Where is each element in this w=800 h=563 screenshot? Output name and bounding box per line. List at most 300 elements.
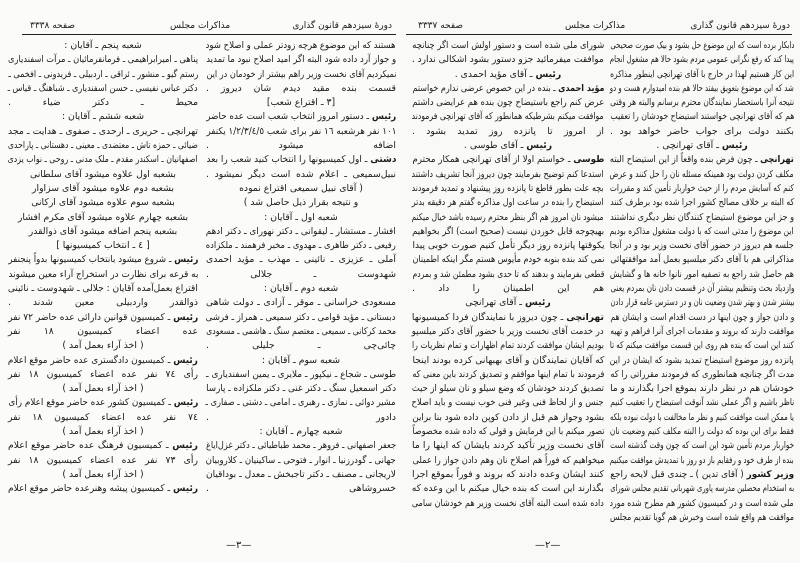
text-line [206,82,396,96]
line-content [610,482,794,496]
line-text: بشعبه سوم علاوه میشود آقای ارکانی [31,197,175,209]
line-content [8,482,198,496]
line-content [610,253,794,267]
line-content [610,411,794,425]
line-text: جنس و از لحاظ فنی وغیر فنی خوب نیست و باید اصلاح [412,397,604,409]
line-text: جهانی ـ گودرزنیا ـ انوار ـ فتوحی ـ ساکینیان ـ کلاروبیان [206,454,396,466]
text-line [610,282,794,296]
text-line [206,411,396,425]
line-content [206,396,396,410]
line-content [412,354,604,368]
text-line [412,125,604,139]
line-content [56,240,150,251]
line-text: تهرانچی ـ حریری ـ ارحدی ـ صفوی ـ هدایت ـ مجد [8,125,198,137]
speaker-name: رئیس [172,440,198,452]
speaker-name: رئیس [526,140,553,152]
text-line [8,325,198,339]
text-heading-line [8,110,198,124]
line-text: آقای نخست وزیر تأکید کردند بایشان که اینها را ما [412,440,604,452]
speaker-name: رئیس [721,140,748,152]
line-text: هستند که این موضوع هرچه زودتر عملی و اصلاح شود [206,40,396,51]
line-content [206,153,396,167]
line-text: قطعی بفرمایند و بدهند که تا حدی بشود مطمئن شد و بمردم [412,268,604,280]
text-heading-line [8,39,198,53]
line-content [260,426,343,437]
line-text: ( آقای نبیل سمیعی اقتراع نموده [239,182,363,194]
line-content [610,82,794,96]
text-line [610,196,794,210]
text-line [206,368,396,382]
line-text: بشعبه چهارم علاوه میشود آقای مکرم افشار [17,211,189,223]
text-line [206,253,396,267]
line-text: و دادن جواز و چون اینها در دست اقدام است و ایشان هم [610,311,794,323]
line-content [412,126,604,137]
line-text: محمد کرکانی ـ سمیعی ـ معتصم سنگ ـ هاشمی ـ مسعودی [206,325,396,337]
line-content [610,354,794,368]
text-line [206,125,396,139]
line-content [206,225,396,239]
line-content [206,68,396,82]
line-content [412,368,604,382]
line-text: فقط برای این بوده که دولت را البته مکلف کنیم وضعیت نان [610,426,794,438]
line-content [8,268,198,282]
line-content [610,168,794,182]
line-text: جلسه هم دیروز در حضور آقای نخست وزیر بود و در آنجا [610,240,794,252]
speaker-line [8,253,198,267]
line-text: شعبه سوم ـ آقایان : [261,354,341,366]
text-heading-line [8,211,198,225]
line-text: بهیچوجه قابل خوردن نیست (صحیح است) اگر بخواهیم [412,225,604,237]
text-heading-line [8,339,198,353]
text-line [610,125,794,139]
line-text: مکلف کردن دولت بود همینکه مسئله نان را حل کنند و عرض [610,168,794,180]
line-content [610,439,794,453]
speaker-name: رئیس [173,254,198,266]
text-line [206,53,396,67]
text-line [610,296,794,310]
line-text: بچه علت بطور قاطع تا پانزده روز پیشنهاد و تمدید فرمودند [412,182,604,194]
line-text: شهدوست ـ جلالی . [206,268,396,280]
line-text: در خدمت آقای نخست وزیر با حضور آقای دکتر میلسپو [412,325,604,337]
line-text: شعبه چهارم ـ آقایان : [259,426,343,438]
text-line [206,382,396,396]
line-text: دبستانی ـ مؤید قوامی ـ دکتر سمیعی ـ همراز ـ فرشی [206,311,396,323]
line-text: تصور میکنم با این فرمایش و قولی که داده شده مخصوصاً [412,426,604,438]
line-text: موافقت میفرمائید جزو دستور بشود اشکالی ندارد . [412,54,604,66]
text-line [8,53,198,67]
line-text: موافقت دارند که بروند و مقدمات اجرای آنرا فراهم و تهیه [610,325,794,337]
text-heading-line [8,468,198,482]
line-content [610,396,794,410]
speaker-line [206,110,396,124]
line-content [206,468,396,482]
line-text: ـ بنده در این خصوص عرضی ندارم خواستم [412,82,558,94]
line-text: ـ شروع میشود بانتخاب کمیسیونها بدواً پنجنفر [8,254,174,266]
line-content [8,396,198,410]
right-page [400,0,800,563]
line-text: موافقت هم واقع شده است وخبرش هم گویا تقدیم مجلس [610,511,794,523]
line-content [610,511,794,525]
line-content [8,297,198,308]
line-text: وازدیاد بحث وتنظیم بیشتر آن در قسمت دادن نان بمردم یعنی [610,283,794,295]
text-line [610,382,794,396]
text-line [412,253,604,267]
line-content [610,196,794,210]
line-content [244,197,358,208]
line-content [206,239,396,253]
line-text: بکنند دولت برای جواب حاضر خواهد بود . [610,125,794,137]
text-heading-line [8,425,198,439]
text-line [206,268,396,282]
line-content [62,111,144,122]
line-text: شعبه پنجم ـ آقایان : [64,40,142,51]
speaker-name: تهرانچی [566,311,604,323]
line-text: ـ آقای طوسی . [463,140,527,152]
line-content [206,439,396,453]
line-content [62,426,143,437]
text-heading-line [8,382,198,396]
text-line [610,325,794,339]
text-line [8,282,198,296]
line-content [8,53,198,67]
text-heading-line [206,196,396,210]
speaker-line [206,153,396,167]
line-text: دابکار برده است که این موضوع حل بشود و بیک صورت صحیحی [610,40,794,51]
line-content [464,140,552,151]
page-folio: —٢— [535,540,561,551]
text-line [8,368,198,382]
line-text: ـ چون دیروز با نمایندگان فردا کمیسیونها [412,311,567,323]
line-text: مذاکراتی هم با آقای دکتر میلسپو بعمل آمد موافقتهائی [610,254,794,266]
line-content [656,140,747,151]
line-text: نبیل‌سمیعی ـ اعلام شده است دیگر نمیشود . [206,168,396,180]
header-title: مذاکرات مجلس [565,21,626,31]
text-line [8,153,198,167]
line-text: بشعبه پنجم اضافه میشود آقای ذوالقدر [28,225,178,237]
line-content [206,140,396,151]
line-text: ـ خواستم اولا از آقای تهرانچی همکار محترم [412,154,573,166]
line-content [8,82,198,96]
line-text: میشود نان امروز هم اگر بنظر محترم رسیده باشد خیال میکنم [412,211,604,223]
line-text: هم که آقای تهرانچی خواستند استیضاح خودشان را تعقیب [610,111,794,123]
line-text: به قرعه برای نظارت در استخراج آراء معین میشوند [8,268,198,280]
line-content [8,326,198,337]
speaker-line [8,354,198,368]
speaker-line [8,396,198,410]
line-text: شد که این موضوع بتعویق بیفتد حالا هم بنده امیدوارم هست و دو [610,82,794,94]
line-content [239,183,363,194]
line-content [64,40,141,51]
line-content [610,282,794,296]
line-text: رأی ٧٤ نفر عده اعضاء کمیسیون ١٨ نفر [8,368,198,380]
line-text: بگذارند این است که بنده خیال میکنم با این وعده که [412,483,604,495]
line-content [206,311,396,325]
line-text: شورای ملی شده است و دستور اولش است اگر چنانچه [412,40,604,51]
line-content [610,39,794,53]
line-content [8,126,198,137]
line-text: کنم که آسایش مردم را از حیث خواربار تأمین کند و مقررات [610,182,794,194]
speaker-line [412,139,604,153]
line-text: پناهی ـ امیرابراهیمی ـ فرمانفرمائیان ـ مرآت اسفندیاری [8,54,198,66]
line-content [610,296,794,310]
line-text: که البته بر خلاف مصالح کشور اجرا شده بود برطرف کنند [610,197,794,209]
speaker-name: مؤید احمدی [557,82,604,94]
line-text: نتیجه آنرا باستحضار نمایندگان محترم برسانم والبته هر وقتی [610,97,794,109]
line-text: [٣ ـ اقتراع شعب] [266,97,336,109]
line-text: ( آقای تدین ) ـ چندی قبل لایحه راجع [610,468,747,480]
text-heading-line [206,425,396,439]
line-content [8,68,198,82]
line-content [267,97,335,108]
line-text: ملی شده است و در کمیسیون کشور هم مطرح شده مورد [610,497,794,509]
line-content [8,282,198,296]
text-line [206,139,396,153]
speaker-name: رئیس [173,483,198,495]
text-line [206,454,396,468]
line-content [206,53,396,67]
line-text: بشعبه دوم علاوه میشود آقای سزاوار [32,182,174,194]
line-text: این موضوع را مدتی است که با دولت مشغول مذاکره بودیم [610,225,794,237]
line-text: ـ کمیسیون فرهنگ عده حاضر موقع اعلام [8,440,173,452]
line-text: ناظر باشیم و اگر عملی نشد آنوقت استیضاح را تعقیب کنیم [610,397,794,409]
line-text: و جواز آرد داده شود البته اگر امید اصلاح نبود ما تمدید [206,54,396,66]
column-right [206,39,396,497]
line-text: فرمودند با تمام اینها موافقم و تصدیق کردند باین معنی که [412,368,604,380]
line-text: موافقت میکنم بشرطیکه همانطور که آقای تهرانچی فرمودند [412,111,604,123]
line-text: ـ آقای تهرانچی [465,297,525,309]
text-line [206,325,396,339]
speaker-line [412,153,604,167]
line-text: بودیم ایشان موافقت کردند تمام اظهارات و تمام نظریات را [412,340,604,352]
line-content [610,53,794,67]
text-heading-line [206,282,396,296]
line-text: کنند این است که بنده هم روی این قسمت موافقت میکنم که تا [610,340,794,352]
text-line [412,354,604,368]
text-line [610,182,794,196]
text-heading-line [206,182,396,196]
line-content [62,383,143,394]
text-line [8,82,198,96]
text-line [206,396,396,410]
line-content [206,269,396,280]
line-text: اصفهانیان ـ اسکندر مقدم ـ ملک مدنی ـ روحی ـ نواب یزدی [8,154,198,166]
column-left [8,39,198,497]
line-content [206,368,396,382]
text-line [206,339,396,353]
text-line [610,211,794,225]
line-text: هم این اطمینان را داد . [412,283,604,295]
line-text: ( اخذ آراء بعمل آمد ) [62,340,144,352]
text-line [206,439,396,453]
speaker-line [610,468,794,482]
line-content [18,212,188,223]
line-text: استیضاح را بنده در ساعت اول مذاکره گفتم هر دقیقه بدتر [412,197,604,209]
line-content [8,369,198,380]
text-line [610,439,794,453]
text-line [206,225,396,239]
text-line [610,339,794,353]
line-text: بنده از طرف خود و رفقایم باز دو روز با تمدیدش موافقت میکنیم [610,454,794,466]
line-content [8,153,198,167]
page-folio: —٣— [226,540,252,551]
line-text: ذوالقدر واردبیلی معین شدند . [8,297,198,309]
line-content [610,368,794,382]
line-content [610,497,794,511]
speaker-name: تهرانچی [760,154,794,166]
line-text: مدت اگر چنانچه همانطوری که فرمودند مقرراتی را که [610,368,794,380]
line-text: ـ آقای مؤید احمدی . [454,68,536,80]
line-text: پیدا کند که رفع نگرانی عمومی مردم بشود حالا هم مشغول انجام [610,54,794,66]
speaker-name: رئیس [172,311,198,323]
line-content [610,110,794,124]
text-line [610,511,794,525]
line-content [412,469,604,480]
line-content [262,355,340,366]
line-text: ٧٤ نفر عده اعضاء کمیسیون ١٨ نفر [8,411,198,423]
text-line [206,482,396,496]
line-text: چائی‌چی ـ جلیلی . [206,340,396,352]
line-content [29,226,178,237]
line-text: مسعودی خراسانی ـ موقر ـ آزادی ـ دولت شاهی [206,297,396,309]
line-text: بیشتر شدن و بهتر شدن وضعیت نان و در دسترس عامه قرار دادن [610,297,794,309]
text-line [206,468,396,482]
speaker-name: رئیس [535,68,562,80]
speaker-name: وزیر کشور [746,468,794,480]
line-content [455,69,562,80]
header-series: دورهٔ سیزدهم قانون گذاری [292,21,392,31]
text-line [610,53,794,67]
line-content [206,382,396,396]
line-text: دکتر اسمعیل سنگ ـ دکتر غنی ـ دکتر ملکزاده ـ پارسا [206,383,396,395]
line-text: افشار ـ مستشار ـ لیقوانی ـ دکتر نهورای ـ دکتر ادهم [206,225,396,237]
text-line [412,382,604,396]
line-content [8,311,198,325]
line-text: ـ کمیسیون قوانین دارائی عده حاضر ٧٢ نفر [8,311,173,323]
line-text: هم حاصل شد راجع به تصفیه امور نانوا خانه ها و گشایش [610,268,794,280]
line-text: دادور . [206,411,396,423]
line-text: شعبه دوم ـ آقایان : [263,283,339,295]
header-series: دورهٔ سیزدهم قانون گذاری [690,21,790,31]
line-text: و نتیجه بقرار ذیل حاصل شد ) [243,197,359,209]
line-content [8,354,198,368]
text-line [206,239,396,253]
line-content [610,311,794,325]
text-line [610,411,794,425]
text-line [8,454,198,468]
speaker-name: طوسی [572,154,604,166]
text-line [206,39,396,53]
speaker-name: رئیس [173,354,198,366]
line-content [206,110,396,124]
text-line [8,139,198,153]
text-line [610,253,794,267]
line-text: به استخدام محصلین مدرسه پاوری شهربانی تقدیم مجلس شورای [610,483,794,495]
line-text: پانزده روز موضوع استیضاح تمدید بشود که ایشان در این [610,354,794,366]
line-content [8,412,198,423]
header-title: مذاکرات مجلس [170,21,231,31]
line-text: نمیکردیم آقای نخست وزیر راهم بیشتر از خودمان در این [206,68,396,80]
line-content [610,68,794,82]
line-text: که آقایان نمایندگان و آقای بهبهانی کرده بودند اینجا [412,354,604,366]
line-text: خسروشاهی . [206,483,396,495]
text-heading-line [8,196,198,210]
text-line [8,125,198,139]
line-content [8,97,198,108]
line-text: یا ممکن است موافقت کنیم و نظر ما مخالفت با دولت نبوده بلکه [610,411,794,423]
line-content [610,153,794,167]
text-line [610,239,794,253]
header-page-number: صفحه ٣٣٣٨ [30,21,76,31]
line-text: ١٠١ نفر هرشعبه ١٦ نفر برای شعب ١/٢/٣/٤/٥ یکنفر [206,125,396,137]
line-content [206,340,396,351]
text-line [206,296,396,310]
text-line [610,354,794,368]
line-content [206,254,396,265]
speaker-name: رئیس [173,397,198,409]
line-text: شعبه ششم ـ آقایان : [61,111,145,123]
line-content [8,253,198,267]
line-content [610,126,794,137]
line-content [412,211,604,225]
text-heading-line [8,225,198,239]
text-line [206,311,396,325]
header-rule [22,34,396,35]
text-line [610,425,794,439]
line-text: ـ کمیسیون کشور عده حاضر موقع اعلام رأی [8,397,174,409]
text-line [610,482,794,496]
line-text: [ ٤ ـ انتخاب کمیسیونها ] [56,240,150,252]
line-content [206,454,396,468]
text-heading-line [8,239,198,253]
line-text: عده اعضاء کمیسیون ١٨ نفر [8,325,198,337]
line-text: یکوقتها پانزده روز دیگر تأمل کنیم صورت خوبی پیدا [412,240,604,252]
text-heading-line [206,354,396,368]
line-text: کنند ایشان وعده دادند که بروند و فوراً بموقع اجرا [412,468,604,480]
line-text: عرض کنم راجع باستیضاح چون بنده هم عرایضی داشتم [412,97,604,109]
line-content [8,455,198,466]
text-line [610,96,794,110]
text-line [610,68,794,82]
line-content [206,325,396,339]
line-text: ( اخذ آراء بعمل آمد ) [62,426,144,438]
line-text: رفیعی ـ دکتر طاهری ـ مهدوی ـ مخبر فرهمند ـ ملکزاده [206,240,396,252]
text-line [8,296,198,310]
text-heading-line [8,168,198,182]
line-text: استدعا کنم توضیح بفرمایند چون دیروز آنجا تشریف داشتند [412,168,604,180]
speaker-line [8,439,198,453]
speaker-name: دشتی [369,154,396,166]
line-text: ـ اول کمیسیونها را انتخاب کنید شعب را بعد [206,154,370,166]
line-text: ( اخذ آراء بعمل آمد ) [62,383,144,395]
line-content [412,253,604,267]
line-content [206,297,396,308]
line-text: آملی ـ عزیزی ـ نائینی ـ مهذب ـ مؤید احمدی [206,254,396,266]
line-text: لاریجانی ـ مصنف ـ دکتر تاجبخش ـ معدل ـ بوداقیان [206,468,396,480]
text-line [610,168,794,182]
line-text: داده شده است البته آقای نخست وزیر هم خودشان سامی [412,497,604,509]
text-line [8,68,198,82]
line-text: خودشان هم در نظر دارند بموقع اجرا بگذارند و ما [610,383,794,395]
line-text: این کار هستیم لهذا در خارج با آقای تهرانچی اینطور مذاکره [610,68,794,80]
line-content [610,182,794,196]
text-line [8,411,198,425]
speaker-line [610,139,794,153]
text-line [8,268,198,282]
line-content [264,283,338,294]
text-line [610,497,794,511]
header-rule [406,34,792,35]
text-line [610,311,794,325]
